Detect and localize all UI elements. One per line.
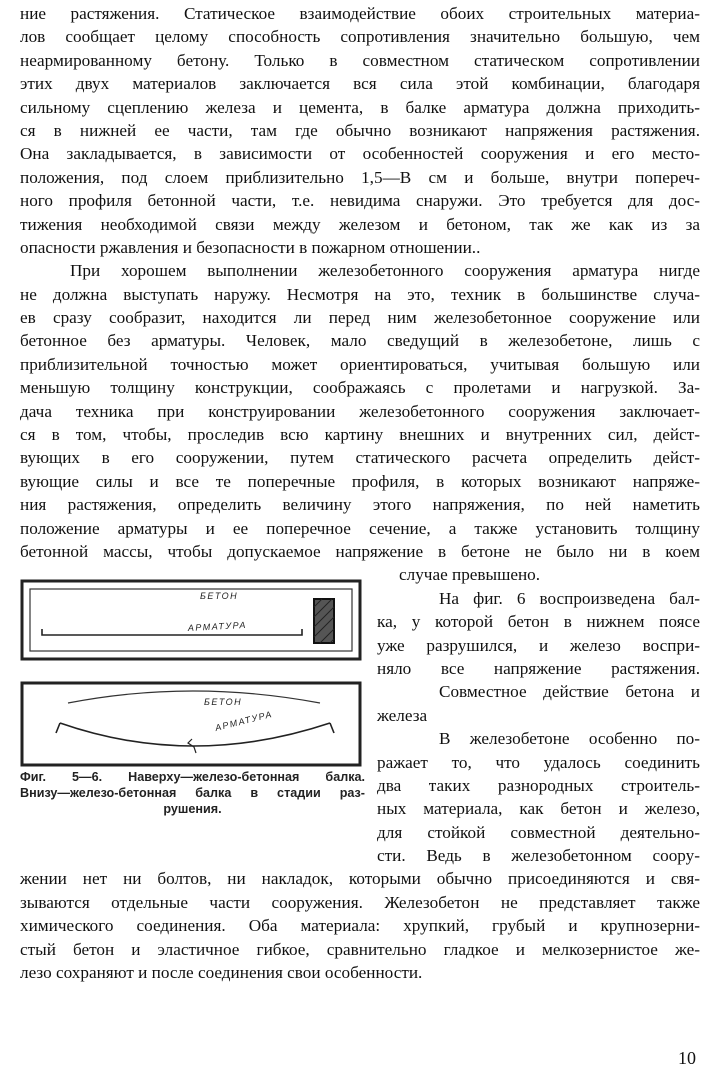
beam-intact-drawing: [20, 577, 365, 667]
text-line: тижения необходимой связи между железом и бетоном, так же как из за: [20, 214, 700, 234]
text-line: уже разрушился, и железо воспри-: [377, 635, 700, 655]
text-bottom: [20, 867, 700, 984]
text-line: лов сообщает целому способность сопротивления значительно большую, чем: [20, 27, 700, 47]
text-line: случае превышено.: [399, 565, 541, 585]
page-number: 10: [678, 1048, 696, 1068]
figure-caption: [20, 769, 365, 817]
text-line: няло все напряжение растяжения.: [377, 658, 700, 678]
text-line: два таких разнородных строитель-: [377, 775, 700, 795]
text-line: приблизительной точностью может ориентироваться, учитывая большую или: [20, 354, 700, 374]
text-line: зываются отдельные части сооружения. Железобетон не представляет также: [20, 892, 700, 912]
text-line: меньшую толщину конструкции, соображаясь с пролетами и нагрузкой. За-: [20, 378, 700, 398]
text-line: ка, у которой бетон в нижнем поясе: [377, 612, 700, 632]
text-line: положения, под слоем приблизительно 1,5—В см и больше, внутри попереч-: [20, 167, 700, 187]
text-line: этих двух материалов заключается вся сила этой комбинации, благодаря: [20, 74, 700, 94]
caption-line: Внизу—железо-бетонная балка в стадии раз-: [20, 786, 365, 801]
label-rebar-bottom: АРМАТУРА: [214, 709, 274, 734]
text-line: ся в нижней ее части, там где обычно возникают напряжения растяжения.: [20, 120, 700, 140]
caption-line: рушения.: [163, 802, 222, 817]
text-line: сти. Ведь в железобетонном соору-: [377, 846, 700, 866]
text-line: жении нет ни болтов, ни накладок, которыми обычно присоединяются и свя-: [20, 869, 700, 889]
caption-line: Фиг. 5—6. Наверху—железо-бетонная балка.: [20, 770, 365, 785]
text-line: для стойкой совместной деятельно-: [377, 822, 700, 842]
text-line: На фиг. 6 воспроизведена бал-: [439, 588, 700, 608]
figure-and-text: [20, 563, 700, 867]
text-line: ного профиля бетонной части, т.е. невидима снаружи. Это требуется для дос-: [20, 191, 700, 211]
page-body: [20, 2, 700, 984]
beam-failure-drawing: [20, 679, 365, 769]
text-line: опасности ржавления и безопасности в пожарном отношении..: [20, 237, 481, 257]
text-side: [377, 563, 700, 867]
text-top: [20, 2, 700, 563]
text-line: ся в том, чтобы, проследив всю картину внешних и внутренних сил, дейст-: [20, 425, 700, 445]
text-line: ных материала, как бетон и железо,: [377, 799, 700, 819]
text-line: В железобетоне особенно по-: [439, 729, 700, 749]
label-concrete-top: БЕТОН: [200, 591, 239, 602]
text-line: Она закладывается, в зависимости от особенностей сооружения и его место-: [20, 144, 700, 164]
text-line: бетонной массы, чтобы допускаемое напряжение в бетоне не было ни в коем: [20, 541, 700, 561]
text-line: дача техника при конструировании железобетонного сооружения заключает-: [20, 401, 700, 421]
text-line: лезо сохраняют и после соединения свои особенности.: [20, 962, 423, 982]
text-line: неармированному бетону. Только в совместном статическом сопротивлении: [20, 50, 700, 70]
text-line: Совместное действие бетона и: [439, 682, 700, 702]
text-line: химического соединения. Оба материала: хрупкий, грубый и крупнозерни-: [20, 916, 700, 936]
text-line: положение арматуры и ее поперечное сечение, а также установить толщину: [20, 518, 700, 538]
text-line: стый бетон и эластичное гибкое, сравнительно гладкое и мелкозернистое же-: [20, 939, 700, 959]
text-line: ние растяжения. Статическое взаимодействие обоих строительных материа-: [20, 4, 700, 23]
text-line: вующих в его сооружении, путем статического расчета определить дейст-: [20, 448, 700, 468]
figure: [20, 563, 365, 867]
text-line: ражает то, что удалось соединить: [377, 752, 700, 772]
label-rebar-top: АРМАТУРА: [187, 620, 248, 634]
text-line: сильному сцеплению железа и цемента, в балке арматура должна приходить-: [20, 97, 700, 117]
text-line: ев сразу сообразит, находится ли перед ним железобетонное сооружение или: [20, 308, 700, 328]
text-line: вующие силы и все те поперечные профиля, в которых возникают напряже-: [20, 471, 700, 491]
text-line: ния растяжения, определить величину этого напряжения, по ней наметить: [20, 495, 700, 515]
text-line: При хорошем выполнении железобетонного сооружения арматура нигде: [70, 261, 700, 281]
text-line: бетонное без арматуры. Человек, мало сведущий в железобетоне, лишь с: [20, 331, 700, 351]
text-line: железа: [377, 705, 428, 725]
text-line: не должна выступать наружу. Несмотря на это, техник в большинстве случа-: [20, 284, 700, 304]
label-concrete-bottom: БЕТОН: [204, 697, 243, 708]
